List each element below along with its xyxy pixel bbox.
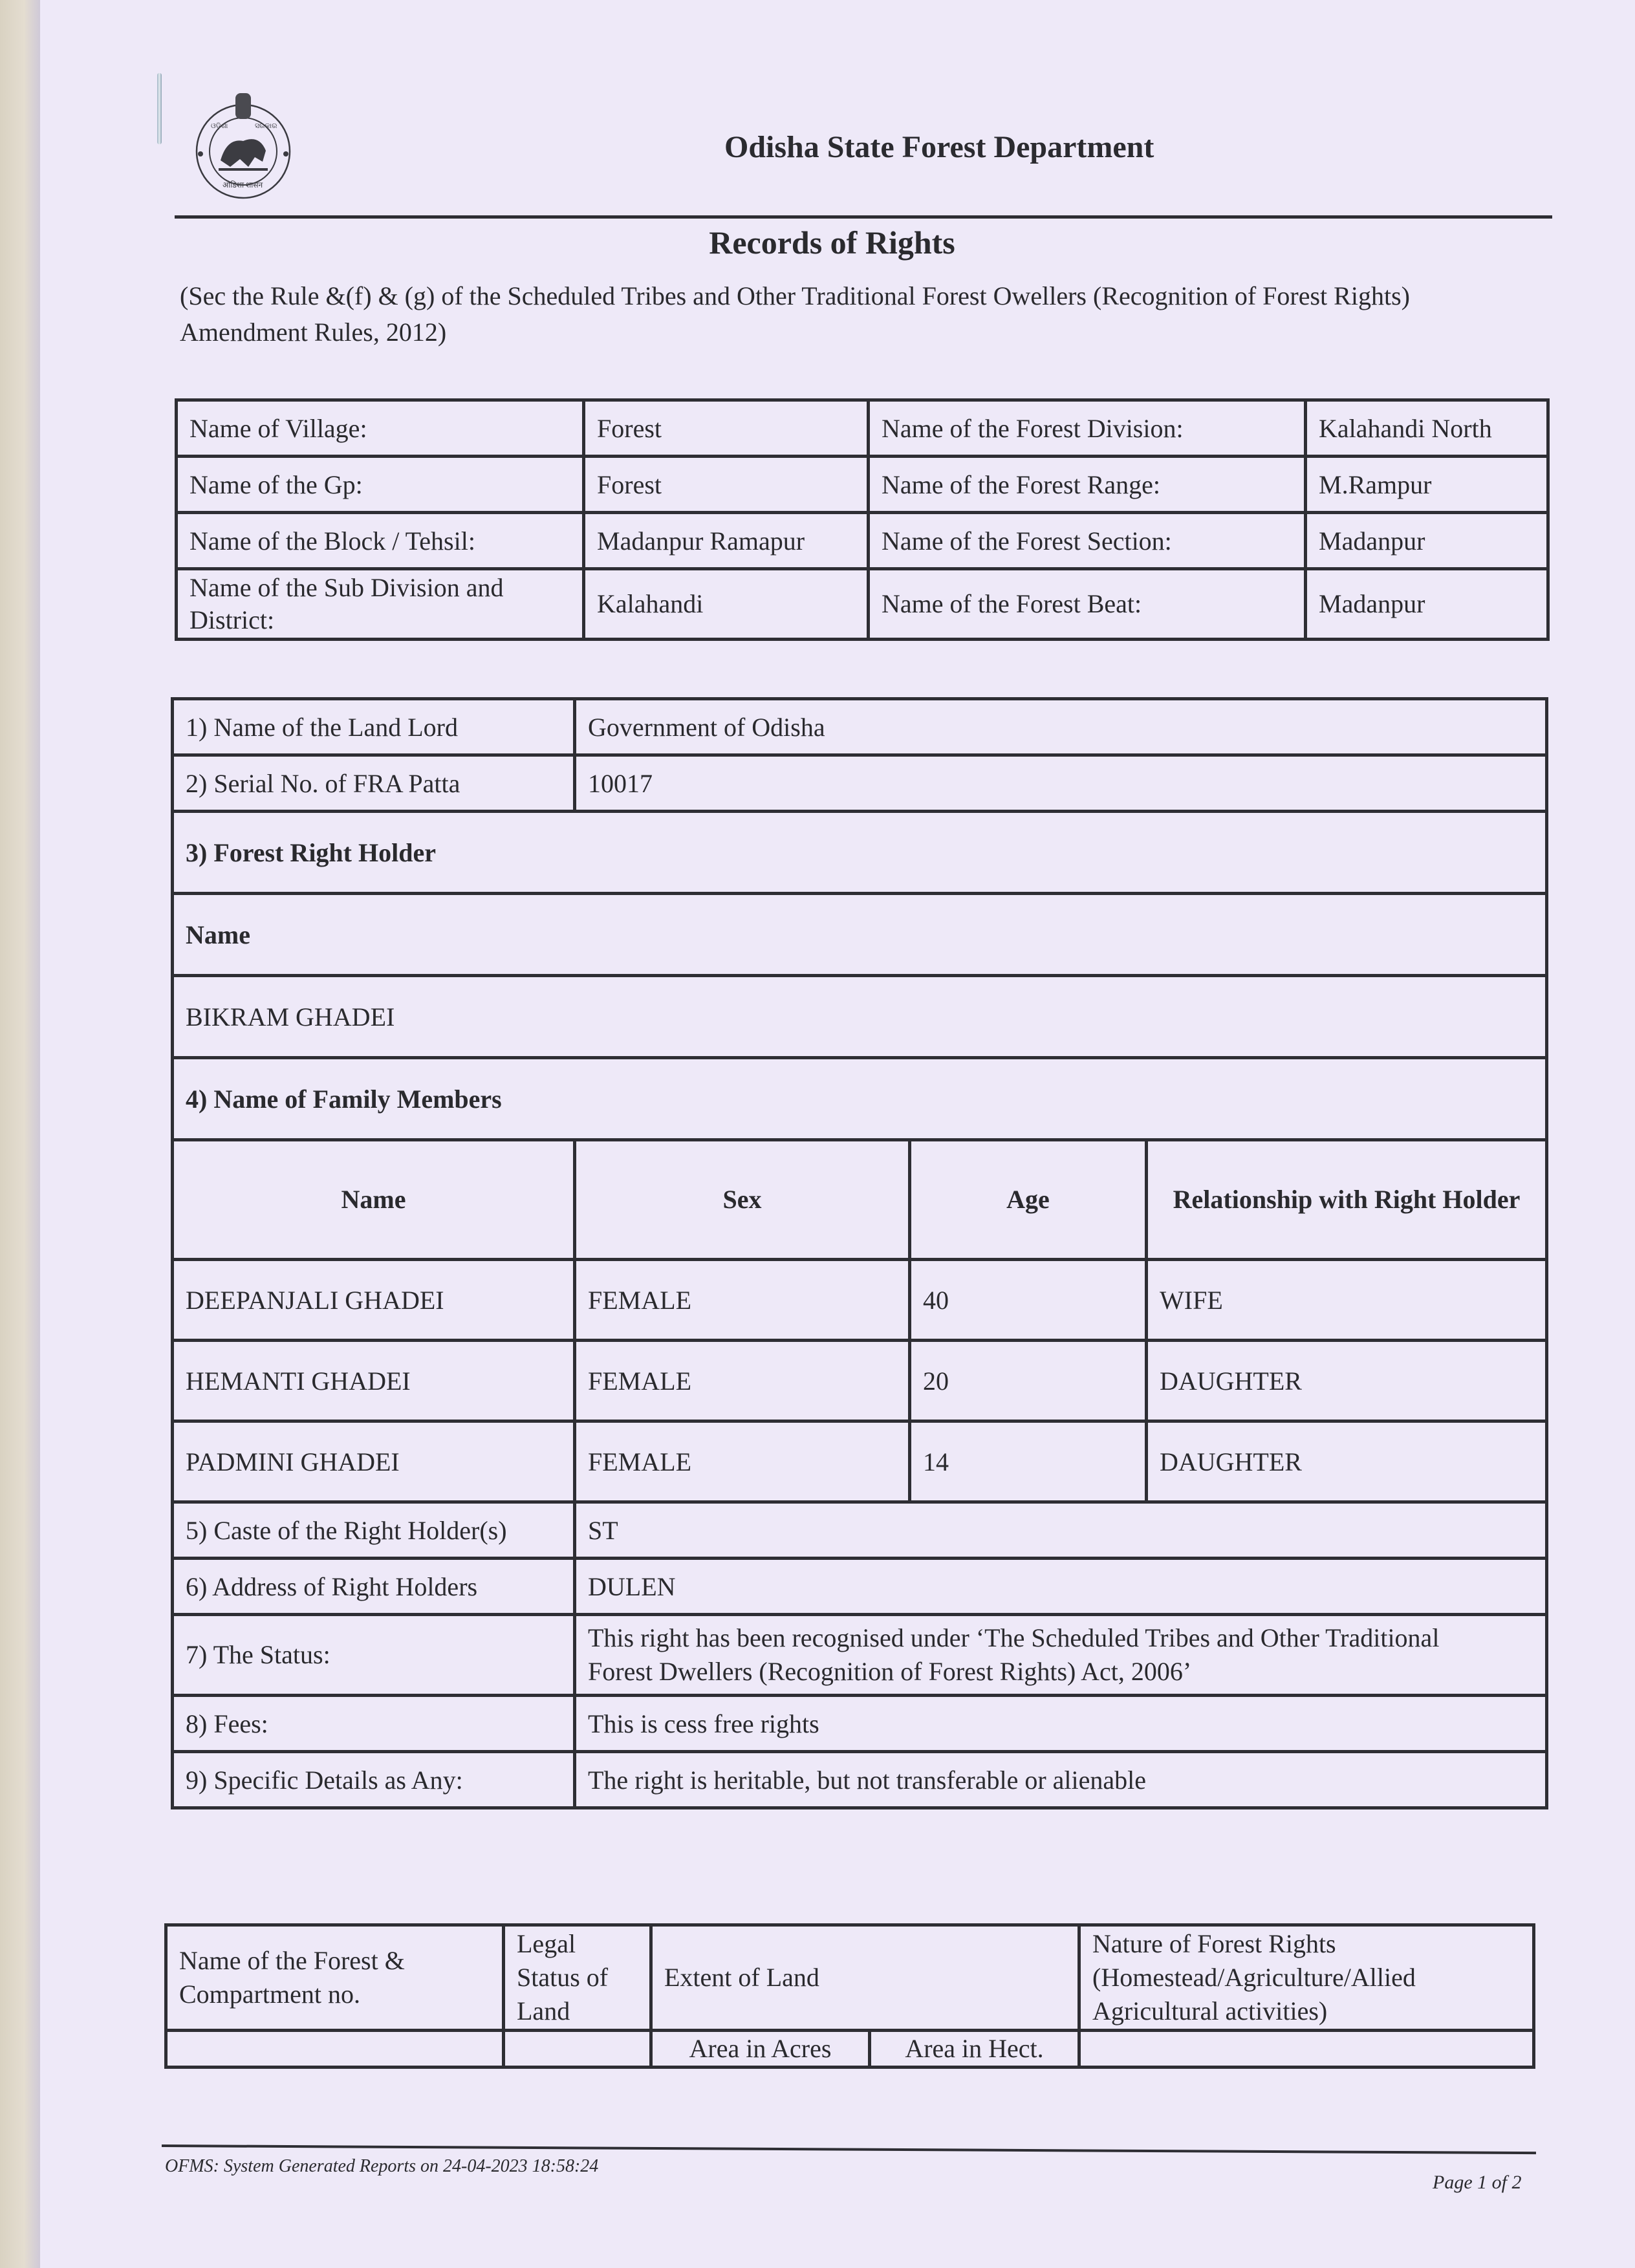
forest-beat-label: Name of the Forest Beat: [869, 569, 1306, 640]
status-value [575, 1615, 1547, 1696]
forest-beat-value: Madanpur [1306, 569, 1548, 640]
col-sex: Sex [575, 1140, 910, 1260]
subtitle: (Sec the Rule &(f) & (g) of the Scheduled Tribes and Other Traditional Forest Owellers (Recognition of Forest Rights) Amendment Rules, 2012) [180, 281, 1410, 347]
legal-status-value [504, 2031, 651, 2068]
block-label: Name of the Block / Tehsil: [177, 513, 584, 569]
col-age: Age [910, 1140, 1147, 1260]
scan-edge [0, 0, 40, 2268]
forest-compartment-header: Name of the Forest & Compartment no. [166, 1925, 504, 2031]
odisha-emblem-icon [191, 89, 295, 200]
forest-division-label: Name of the Forest Division: [869, 400, 1306, 457]
village-value: Forest [584, 400, 869, 457]
area-acres-header: Area in Acres [651, 2031, 870, 2068]
member-name: PADMINI GHADEI [173, 1421, 575, 1502]
forest-section-value: Madanpur [1306, 513, 1548, 569]
header-divider [175, 215, 1552, 219]
subdivision-value: Kalahandi [584, 569, 869, 640]
status-label: 7) The Status: [173, 1615, 575, 1696]
fees-value: This is cess free rights [575, 1696, 1547, 1752]
land-extent-table [164, 1923, 1535, 2069]
emblem-text-top-right: ସରକାର [255, 122, 277, 130]
land-lord-label: 1) Name of the Land Lord [173, 699, 575, 755]
member-relationship: WIFE [1147, 1260, 1547, 1341]
family-heading: 4) Name of Family Members [173, 1058, 1547, 1140]
status-line-1: This right has been recognised under ‘The Scheduled Tribes and Other Traditional [588, 1623, 1440, 1652]
land-lord-value: Government of Odisha [575, 699, 1547, 755]
village-label: Name of Village: [177, 400, 584, 457]
col-relationship: Relationship with Right Holder [1147, 1140, 1547, 1260]
member-relationship: DAUGHTER [1147, 1421, 1547, 1502]
forest-section-label: Name of the Forest Section: [869, 513, 1306, 569]
member-relationship: DAUGHTER [1147, 1341, 1547, 1421]
right-holder-name: BIKRAM GHADEI [173, 976, 1547, 1058]
member-age: 20 [910, 1341, 1147, 1421]
page-number: Page 1 of 2 [1433, 2172, 1522, 2193]
details-value: The right is heritable, but not transferable or alienable [575, 1752, 1547, 1808]
block-value: Madanpur Ramapur [584, 513, 869, 569]
legal-status-header: Legal Status of Land [504, 1925, 651, 2031]
address-label: 6) Address of Right Holders [173, 1559, 575, 1615]
emblem-text-bottom: ओडिशा शासन [222, 180, 263, 189]
table-row [173, 1341, 1547, 1421]
forest-range-value: M.Rampur [1306, 457, 1548, 513]
forest-division-value: Kalahandi North [1306, 400, 1548, 457]
table-row [173, 1260, 1547, 1341]
generated-timestamp: OFMS: System Generated Reports on 24-04-2023 18:58:24 [165, 2156, 599, 2176]
rights-record-table [171, 697, 1548, 1809]
details-label: 9) Specific Details as Any: [173, 1752, 575, 1808]
location-row [177, 400, 1548, 457]
location-row [177, 513, 1548, 569]
member-sex: FEMALE [575, 1260, 910, 1341]
emblem-text-top-left: ଓଡ଼ିଶା [211, 122, 228, 130]
location-table [175, 398, 1550, 641]
location-row [177, 569, 1548, 640]
subdivision-label: Name of the Sub Division and District: [177, 569, 584, 640]
nature-of-rights-value [1079, 2031, 1534, 2068]
member-age: 40 [910, 1260, 1147, 1341]
member-name: DEEPANJALI GHADEI [173, 1260, 575, 1341]
serial-label: 2) Serial No. of FRA Patta [173, 755, 575, 812]
member-name: HEMANTI GHADEI [173, 1341, 575, 1421]
member-age: 14 [910, 1421, 1147, 1502]
col-name: Name [173, 1140, 575, 1260]
member-sex: FEMALE [575, 1341, 910, 1421]
caste-value: ST [575, 1502, 1547, 1559]
family-header-row [173, 1140, 1547, 1260]
location-row [177, 457, 1548, 513]
forest-range-label: Name of the Forest Range: [869, 457, 1306, 513]
status-line-2: Forest Dwellers (Recognition of Forest Rights) Act, 2006’ [588, 1657, 1192, 1686]
staple [157, 73, 162, 144]
address-value: DULEN [575, 1559, 1547, 1615]
right-holder-heading: 3) Forest Right Holder [173, 812, 1547, 894]
serial-value: 10017 [575, 755, 1547, 812]
page-title: Records of Rights [709, 224, 955, 261]
name-label: Name [173, 894, 1547, 976]
member-sex: FEMALE [575, 1421, 910, 1502]
table-row [173, 1421, 1547, 1502]
extent-of-land-header: Extent of Land [651, 1925, 1079, 2031]
fees-label: 8) Fees: [173, 1696, 575, 1752]
nature-of-rights-header: Nature of Forest Rights (Homestead/Agriculture/Allied Agricultural activities) [1079, 1925, 1534, 2031]
department-name: Odisha State Forest Department [724, 130, 1154, 164]
forest-compartment-value [166, 2031, 504, 2068]
area-hect-header: Area in Hect. [870, 2031, 1079, 2068]
gp-value: Forest [584, 457, 869, 513]
gp-label: Name of the Gp: [177, 457, 584, 513]
caste-label: 5) Caste of the Right Holder(s) [173, 1502, 575, 1559]
